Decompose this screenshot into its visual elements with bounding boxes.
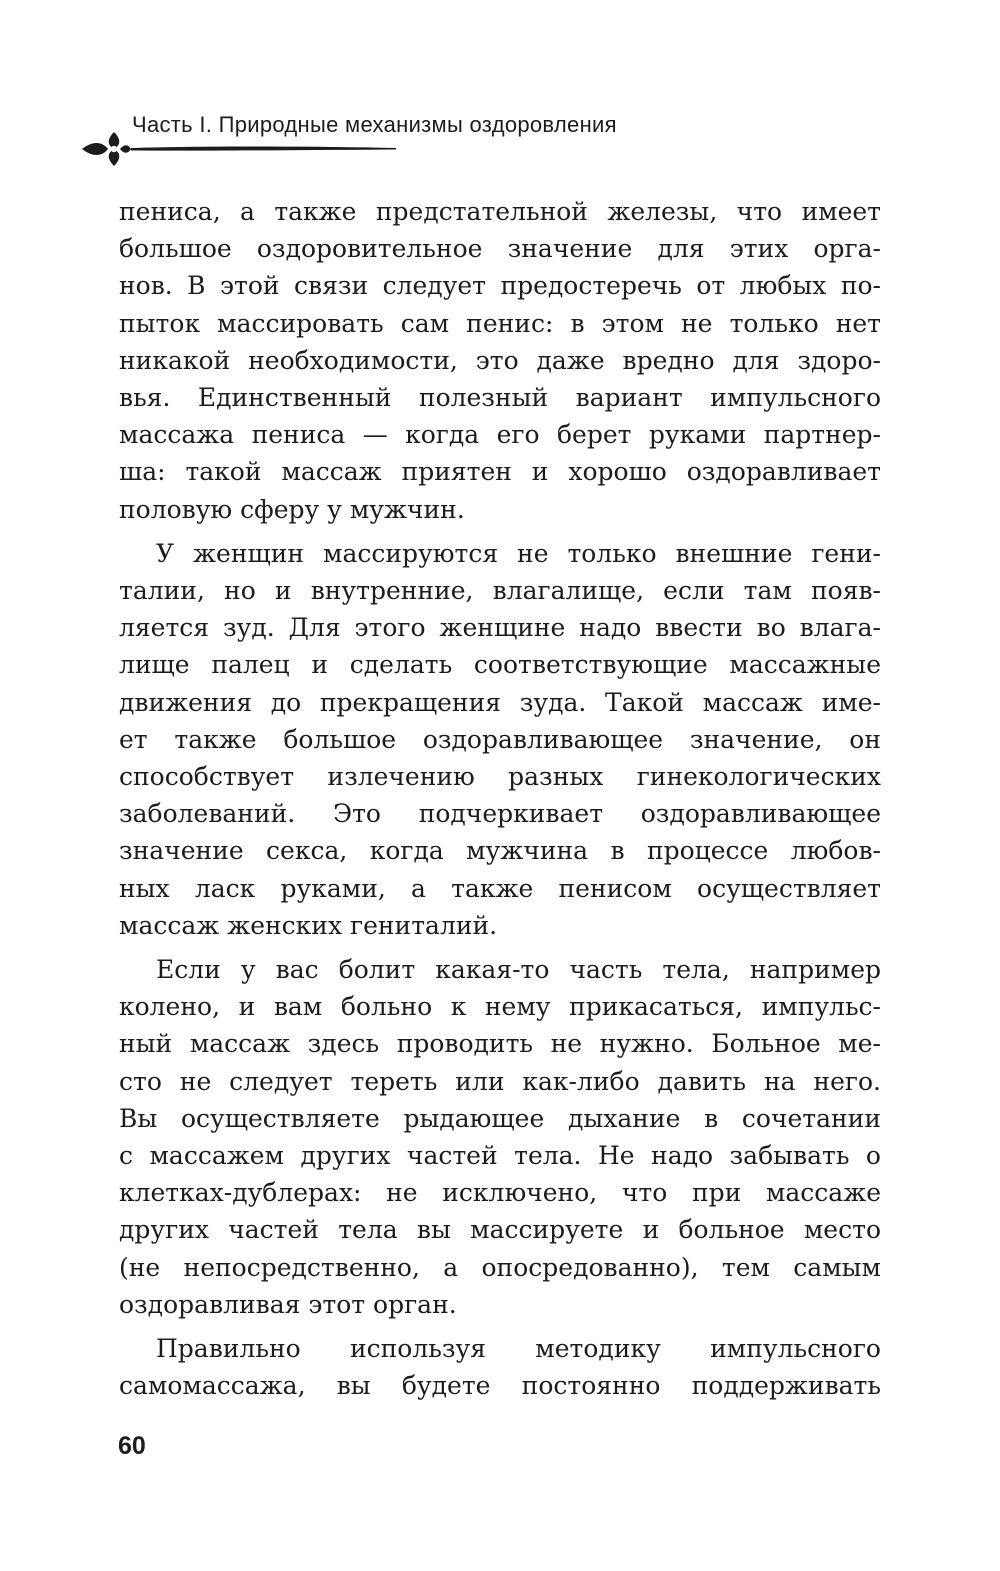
text-line: ет также большое оздоравливающее значение, он [119,724,881,754]
text-line: лище палец и сделать соответствующие массажные [119,650,881,680]
page-number: 60 [118,1432,146,1460]
paragraph [119,1330,881,1404]
text-line: массажа пениса — когда его берет руками партнер- [119,420,881,450]
text-line: колено, и вам больно к нему прикасаться, импульс- [119,992,881,1022]
header-title: Часть I. Природные механизмы оздоровления [132,112,617,137]
text-line: самомассажа, вы будете постоянно поддерживать [119,1371,881,1401]
text-line: ша: такой массаж приятен и хорошо оздоравливает [119,457,881,487]
text-line: сто не следует тереть или как-либо давить на него. [119,1066,881,1096]
body-text [119,193,881,1412]
text-line: большое оздоровительное значение для этих орга- [119,234,881,264]
text-line: других частей тела вы массируете и больное место [119,1215,881,1245]
running-header [80,104,700,174]
text-line: нов. В этой связи следует предостеречь от любых по- [119,271,881,301]
text-line: движения до прекращения зуда. Такой массаж име- [119,687,881,717]
text-line: Правильно используя методику импульсного [156,1334,881,1364]
text-line: половую сферу у мужчин. [119,494,465,524]
text-line: значение секса, когда мужчина в процессе любов- [119,836,881,866]
text-line: ных ласк руками, а также пенисом осуществляет [119,873,881,903]
text-line: способствует излечению разных гинекологических [119,762,881,792]
text-line: ляется зуд. Для этого женщине надо ввести во влага- [119,613,881,643]
text-line: с массажем других частей тела. Не надо забывать о [119,1141,881,1171]
text-line: пыток массировать сам пенис: в этом не только нет [119,308,881,338]
text-line: талии, но и внутренние, влагалище, если там появ- [119,576,881,606]
text-line: пениса, а также предстательной железы, что имеет [119,197,881,226]
text-line: Если у вас болит какая-то часть тела, например [156,955,881,985]
text-line: ный массаж здесь проводить не нужно. Больное ме- [119,1029,881,1059]
paragraph [119,193,881,528]
text-line: Вы осуществляете рыдающее дыхание в сочетании [119,1103,881,1133]
text-line: У женщин массируются не только внешние гени- [156,538,881,568]
text-line: массаж женских гениталий. [119,910,498,940]
text-line: (не непосредственно, а опосредованно), тем самым [119,1252,881,1282]
text-line: оздоравливая этот орган. [119,1289,457,1319]
text-line: заболеваний. Это подчеркивает оздоравливающее [119,799,881,829]
text-line: клетках-дублерах: не исключено, что при массаже [119,1178,881,1208]
paragraph [119,951,881,1323]
text-line: вья. Единственный полезный вариант импульсного [119,383,881,413]
text-line: никакой необходимости, это даже вредно для здоро- [119,345,881,375]
paragraph [119,535,881,944]
